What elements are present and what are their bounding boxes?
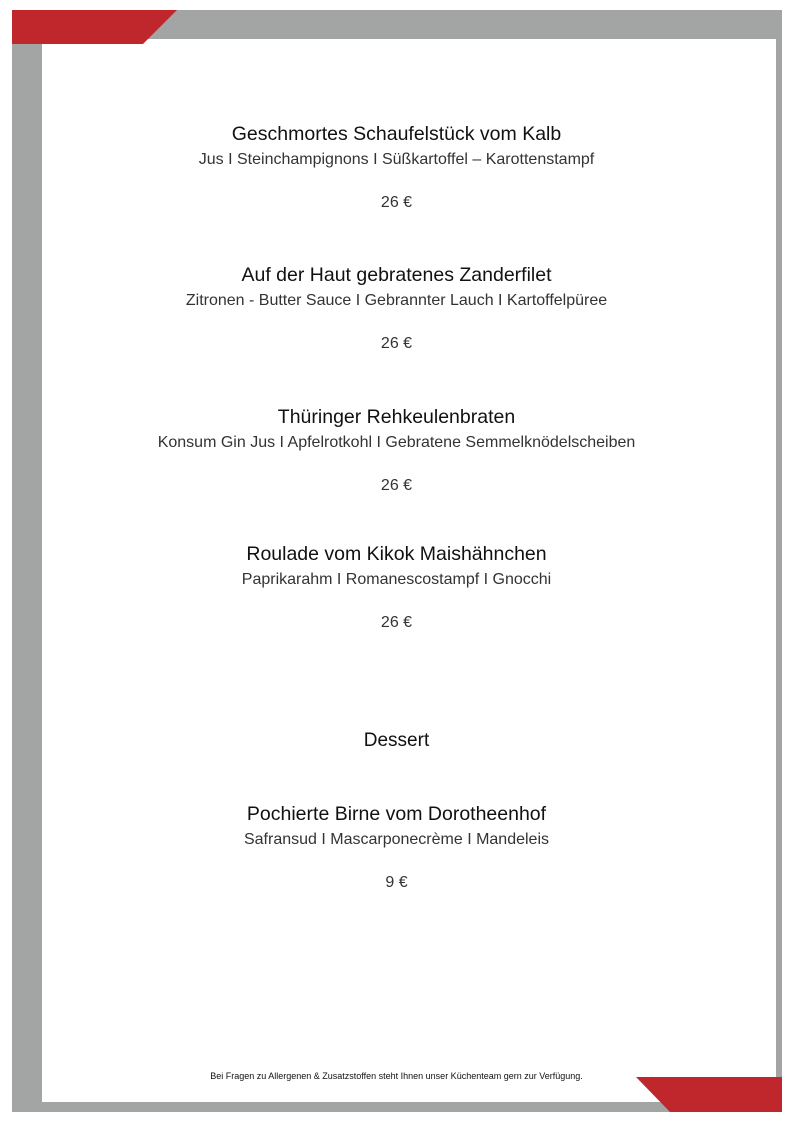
dish-price: 26 € — [380, 335, 413, 352]
bottom-right-corner-accent — [636, 1077, 782, 1112]
dish-item — [0, 542, 793, 634]
dish-title: Auf der Haut gebratenes Zanderfilet — [241, 264, 552, 286]
dish-title: Roulade vom Kikok Maishähnchen — [246, 543, 547, 565]
top-left-corner-accent — [12, 10, 177, 44]
dish-price: 26 € — [380, 194, 413, 211]
dish-item — [0, 263, 793, 355]
dessert-item — [0, 802, 793, 894]
dish-item — [0, 405, 793, 497]
dish-title: Thüringer Rehkeulenbraten — [277, 406, 516, 428]
dish-item — [0, 122, 793, 214]
dish-description: Jus I Steinchampignons I Süßkartoffel – Karottenstampf — [198, 151, 595, 168]
dish-description: Safransud I Mascarponecrème I Mandeleis — [243, 831, 550, 848]
dish-description: Paprikarahm I Romanescostampf I Gnocchi — [241, 571, 552, 588]
dish-price: 26 € — [380, 614, 413, 631]
dish-description: Konsum Gin Jus I Apfelrotkohl I Gebratene Semmelknödelscheiben — [157, 434, 636, 451]
dish-title: Pochierte Birne vom Dorotheenhof — [246, 803, 547, 825]
dish-price: 9 € — [385, 874, 408, 891]
dish-title: Geschmortes Schaufelstück vom Kalb — [231, 123, 562, 145]
dish-price: 26 € — [380, 477, 413, 494]
dessert-heading: Dessert — [363, 730, 430, 751]
dish-description: Zitronen - Butter Sauce I Gebrannter Lauch I Kartoffelpüree — [185, 292, 608, 309]
allergen-footer-note: Bei Fragen zu Allergenen & Zusatzstoffen steht Ihnen unser Küchenteam gern zur Verfügung. — [210, 1071, 583, 1081]
